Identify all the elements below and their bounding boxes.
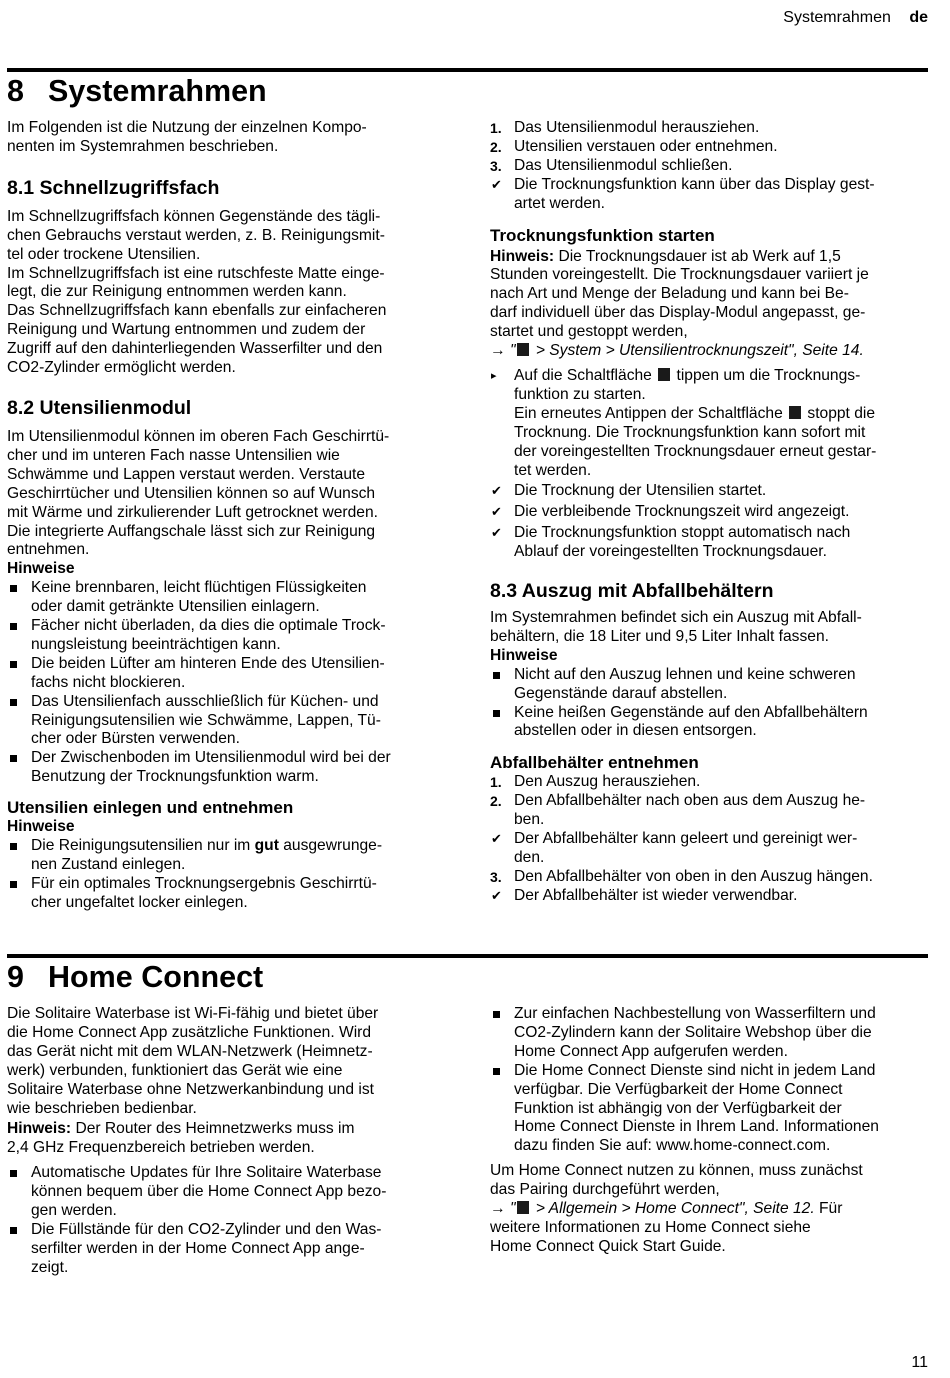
section-8-3-notes-label: Hinweise bbox=[490, 646, 558, 664]
list-item: Zur einfachen Nachbestellung von Wasserfiltern und CO2-Zylindern kann der Solitaire Webshop über die Home Connect App aufgerufen werden. bbox=[490, 1005, 926, 1062]
section-8-1-title: 8.1 Schnellzugriffsfach bbox=[7, 176, 220, 199]
running-header bbox=[783, 9, 928, 28]
check-icon: ✔ bbox=[491, 483, 502, 499]
check-icon: ✔ bbox=[491, 887, 502, 903]
section-8-2-body: Im Utensilienmodul können im oberen Fach Geschirrtü- cher und im unteren Fach nasse Untensilien wie Schwämme und Lappen verstaut werden. Verstaute Geschirrtücher und Utensilien können so auf Wunsch mit Wärme und zirkulierender Luft getrocknet werden. Die integrierte Auffangschale lässt sich zur Reinigung entnehmen. bbox=[7, 427, 390, 559]
running-header-language: de bbox=[909, 9, 928, 26]
drying-button-icon bbox=[789, 406, 801, 419]
step-item: 2. Utensilien verstauen oder entnehmen. bbox=[490, 137, 778, 155]
chapter-9-left-column bbox=[7, 1005, 443, 1278]
trocknung-hinweis: Hinweis: Die Trocknungsdauer ist ab Werk auf 1,5 Stunden voreingestellt. Die Trocknungsdauer variiert je nach Art und Menge der Beladung und kann bei Be- darf individuell über das Display-Modul angepasst, ge- startet und gestoppt werden, → " > System > Utensilientrocknungszeit", Seite 14. bbox=[490, 247, 869, 360]
list-item: Für ein optimales Trocknungsergebnis Geschirrtü- cher ungefaltet locker einlegen. bbox=[7, 875, 443, 913]
chapter-9-title: Home Connect bbox=[48, 960, 264, 994]
running-header-section: Systemrahmen bbox=[783, 9, 891, 26]
arrow-icon: → bbox=[490, 1200, 506, 1218]
trocknung-title: Trocknungsfunktion starten bbox=[490, 225, 715, 245]
home-connect-intro: Die Solitaire Waterbase ist Wi-Fi-fähig und bietet über die Home Connect App zusätzliche Funktionen. Wird das Gerät nicht mit dem WLAN-Netzwerk (Heimnetz- werk) verbunden, funktioniert das Gerät wie eine Solitaire Waterbase ohne Netzwerkanbindung und ist wie beschrieben bedienbar. bbox=[7, 1005, 379, 1117]
list-item: Die Füllstände für den CO2-Zylinder und den Was- serfilter werden in der Home Connect App ange- zeigt. bbox=[7, 1221, 443, 1278]
section-8-2-notes-list bbox=[7, 579, 443, 787]
abfall-title: Abfallbehälter entnehmen bbox=[490, 753, 699, 773]
chapter-8-right-column bbox=[490, 119, 926, 906]
step-item: 1. Das Utensilienmodul herausziehen. bbox=[490, 119, 760, 136]
check-icon: ✔ bbox=[491, 504, 502, 520]
chapter-9-right-column bbox=[490, 1005, 926, 1257]
trocknung-action-list bbox=[490, 367, 926, 480]
chapter-9-number: 9 bbox=[7, 960, 24, 994]
list-item: Das Utensilienfach ausschließlich für Küchen- und Reinigungsutensilien wie Schwämme, Lappen, Tü- cher oder Bürsten verwenden. bbox=[7, 693, 443, 750]
abfall-steps-list-2 bbox=[490, 868, 926, 887]
list-item: Nicht auf den Auszug lehnen und keine schweren Gegenstände darauf abstellen. bbox=[490, 666, 926, 704]
intro-paragraph: Im Folgenden ist die Nutzung der einzelnen Kompo- nenten im Systemrahmen beschrieben. bbox=[7, 119, 367, 155]
home-connect-hinweis: Hinweis: Der Router des Heimnetzwerks muss im 2,4 GHz Frequenzbereich betrieben werden. bbox=[7, 1120, 355, 1157]
result-item: ✔ Die Trocknungsfunktion stoppt automatisch nach Ablauf der voreingestellten Trocknungsdauer. bbox=[491, 524, 851, 561]
section-8-2-title: 8.2 Utensilienmodul bbox=[7, 396, 192, 419]
result-item: ✔ Die Trocknung der Utensilien startet. bbox=[491, 482, 767, 500]
action-item: ▸ Auf die Schaltfläche tippen um die Trocknungs- funktion zu starten. Ein erneutes Antippen der Schaltfläche stoppt die Trocknung. Die Trocknungsfunktion kann sofort mit der voreingestellten Trocknungsdauer erneut gestar- tet werden. bbox=[491, 366, 877, 479]
abfall-result-list-2 bbox=[490, 887, 926, 906]
list-item: Die beiden Lüfter am hinteren Ende des Utensilien- fachs nicht blockieren. bbox=[7, 655, 443, 693]
check-icon: ✔ bbox=[491, 831, 502, 847]
home-connect-pairing: Um Home Connect nutzen zu können, muss zunächst das Pairing durchgeführt werden, → " > Allgemein > Home Connect", Seite 12. Für weitere Informationen zu Home Connect siehe Home Connect Quick Start Guide. bbox=[490, 1162, 863, 1255]
check-icon: ✔ bbox=[491, 525, 502, 541]
chapter-8-number: 8 bbox=[7, 74, 24, 108]
abfall-result-list bbox=[490, 830, 926, 868]
result-item: ✔ Die Trocknungsfunktion kann über das Display gest- artet werden. bbox=[491, 175, 875, 212]
einlegen-title: Utensilien einlegen und entnehmen bbox=[7, 798, 294, 818]
home-connect-bullets-right bbox=[490, 1005, 926, 1156]
section-8-3-title: 8.3 Auszug mit Abfallbehältern bbox=[490, 580, 774, 603]
abfall-steps-list bbox=[490, 773, 926, 830]
list-item: Der Zwischenboden im Utensilienmodul wird bei der Benutzung der Trocknungsfunktion warm. bbox=[7, 749, 443, 787]
chapter-9-rule bbox=[7, 954, 928, 958]
step-item: 1. Den Auszug herausziehen. bbox=[490, 773, 701, 791]
chapter-8-left-column bbox=[7, 119, 443, 913]
list-item: Die Reinigungsutensilien nur im gut ausgewrunge- nen Zustand einlegen. bbox=[7, 837, 443, 875]
result-item: ✔ Der Abfallbehälter kann geleert und gereinigt wer- den. bbox=[491, 830, 858, 866]
step-item: 3. Das Utensilienmodul schließen. bbox=[490, 156, 733, 174]
step-item: 2. Den Abfallbehälter nach oben aus dem Auszug he- ben. bbox=[490, 792, 866, 829]
list-item: Fächer nicht überladen, da dies die optimale Trock- nungsleistung beeinträchtigen kann. bbox=[7, 617, 443, 655]
list-item: Die Home Connect Dienste sind nicht in jedem Land verfügbar. Die Verfügbarkeit der Home Connect Funktion ist abhängig von der Verfügbarkeit der Home Connect Dienste in Ihrem Land. Informationen dazu finden Sie auf: www.home-connect.com. bbox=[490, 1062, 926, 1157]
page-number: 11 bbox=[911, 1354, 928, 1371]
chapter-8-rule bbox=[7, 68, 928, 72]
utensil-result-list bbox=[490, 176, 926, 214]
settings-icon bbox=[517, 343, 529, 356]
trocknung-result-list bbox=[490, 482, 926, 562]
list-item: Keine brennbaren, leicht flüchtigen Flüssigkeiten oder damit getränkte Utensilien einlagern. bbox=[7, 579, 443, 617]
einlegen-notes-label: Hinweise bbox=[7, 818, 75, 836]
section-8-1-body: Im Schnellzugriffsfach können Gegenstände des tägli- chen Gebrauchs verstaut werden, z. B. Reinigungsmit- tel oder trockene Utensilien. Im Schnellzugriffsfach ist eine rutschfeste Matte einge- legt, die zur Reinigung entnommen werden kann. Das Schnellzugriffsfach kann ebenfalls zur einfacheren Reinigung und Wartung entnommen und zudem der Zugriff auf den dahinterliegenden Wasserfilter und den CO2-Zylinder ermöglicht werden. bbox=[7, 207, 387, 377]
list-item: Keine heißen Gegenstände auf den Abfallbehältern abstellen oder in diesen entsorgen. bbox=[490, 704, 926, 742]
utensil-steps-list bbox=[490, 119, 926, 176]
result-item: ✔ Die verbleibende Trocknungszeit wird angezeigt. bbox=[491, 503, 850, 521]
section-8-2-notes-label: Hinweise bbox=[7, 560, 75, 578]
chapter-9-heading bbox=[7, 959, 263, 995]
einlegen-notes-list bbox=[7, 837, 443, 913]
section-8-3-body: Im Systemrahmen befindet sich ein Auszug mit Abfall- behältern, die 18 Liter und 9,5 Liter Inhalt fassen. bbox=[490, 609, 862, 645]
section-8-3-notes-list bbox=[490, 666, 926, 742]
list-item: Automatische Updates für Ihre Solitaire Waterbase können bequem über die Home Connect App bezo- gen werden. bbox=[7, 1164, 443, 1221]
home-connect-bullets-left bbox=[7, 1164, 443, 1277]
cross-reference: > Allgemein > Home Connect", Seite 12. bbox=[531, 1200, 815, 1218]
step-item: 3. Den Abfallbehälter von oben in den Auszug hängen. bbox=[490, 867, 873, 885]
check-icon: ✔ bbox=[491, 176, 502, 192]
settings-icon bbox=[517, 1201, 529, 1214]
chapter-8-heading bbox=[7, 73, 267, 109]
result-item: ✔ Der Abfallbehälter ist wieder verwendbar. bbox=[491, 886, 798, 904]
arrow-icon: → bbox=[490, 342, 506, 360]
triangle-icon: ▸ bbox=[491, 369, 497, 382]
chapter-8-title: Systemrahmen bbox=[48, 74, 267, 108]
cross-reference: > System > Utensilientrocknungszeit", Seite 14. bbox=[531, 342, 864, 360]
drying-button-icon bbox=[658, 368, 670, 381]
